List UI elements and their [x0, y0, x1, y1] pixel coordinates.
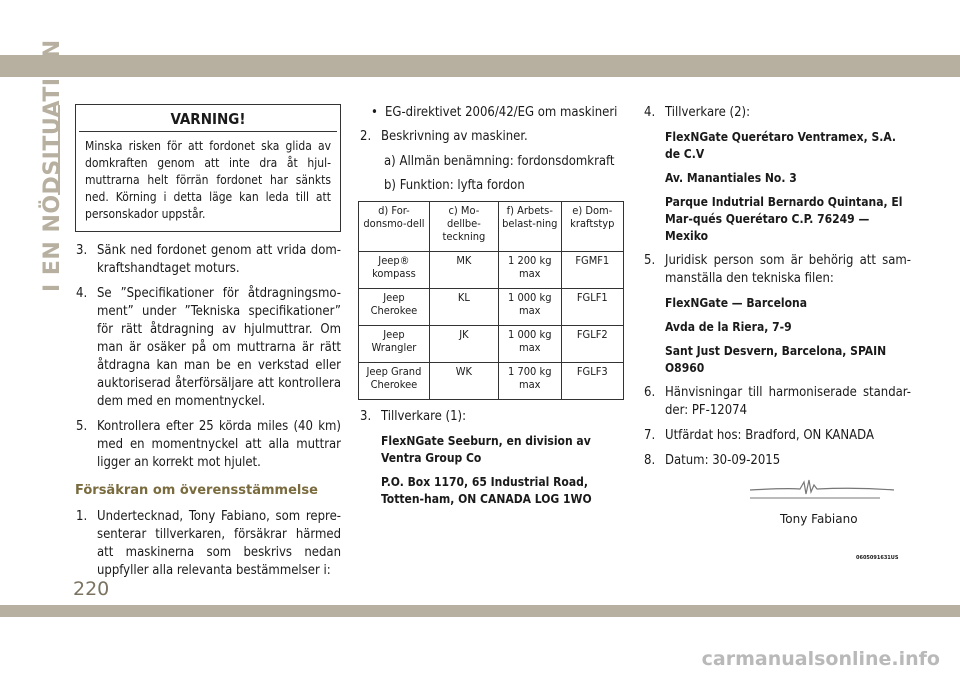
- item-number: 5.: [76, 419, 88, 434]
- table-cell: Jeep Wrangler: [359, 326, 430, 363]
- watermark: carmanualsonline.info: [701, 648, 940, 670]
- item-text: Beskrivning av maskiner.: [381, 129, 528, 144]
- bullet-mark: •: [371, 105, 378, 120]
- jack-table: [358, 201, 624, 400]
- table-cell: Jeep® kompass: [359, 252, 430, 289]
- table-cell: Jeep Grand Cherokee: [359, 363, 430, 400]
- list-item: [73, 508, 341, 580]
- table-cell: 1 000 kg max: [498, 326, 561, 363]
- table-cell: FGLF3: [561, 363, 623, 400]
- list-item: [357, 408, 625, 426]
- list-item: [73, 285, 341, 411]
- item-number: 7.: [644, 428, 656, 443]
- item-text: Juridisk person som är behörig att sam-manställa den tekniska filen:: [665, 253, 911, 286]
- item-text: Hänvisningar till harmoniserade standar-der: PF-12074: [665, 385, 911, 418]
- manufacturer-address: Av. Manantiales No. 3: [665, 171, 797, 185]
- table-cell: WK: [429, 363, 498, 400]
- list-item: [73, 242, 341, 278]
- manufacturer-address: Parque Indutrial Bernardo Quintana, El Mar-qués Querétaro C.P. 76249 — Mexiko: [665, 195, 903, 243]
- sub-item-b: b) Funktion: lyfta fordon: [384, 178, 525, 193]
- table-cell: 1 700 kg max: [498, 363, 561, 400]
- directive-item: [357, 104, 625, 122]
- column-1: [73, 104, 341, 587]
- item-text: Utfärdat hos: Bradford, ON KANADA: [665, 428, 874, 443]
- item-text: Datum: 30-09-2015: [665, 453, 781, 468]
- table-header-row: [359, 202, 624, 252]
- column-3: [641, 104, 911, 477]
- item-text: Tillverkare (1):: [381, 409, 467, 424]
- manufacturer-name: FlexNGate Querétaro Ventramex, S.A. de C.V: [665, 130, 896, 161]
- table-row: [359, 252, 624, 289]
- top-band: [0, 55, 960, 77]
- item-number: 4.: [76, 286, 88, 301]
- table-header: c) Mo-dellbe-teckning: [429, 202, 498, 252]
- table-cell: Jeep Cherokee: [359, 289, 430, 326]
- directive-text: EG-direktivet 2006/42/EG om maskineri: [385, 105, 618, 120]
- table-row: [359, 326, 624, 363]
- list-item: [641, 252, 911, 288]
- list-item: [641, 427, 911, 445]
- item-text: Undertecknad, Tony Fabiano, som repre-senterar tillverkaren, försäkrar härmed att maskinerna som beskrivs nedan uppfyller alla relevanta bestämmelser i:: [97, 509, 341, 578]
- table-row: [359, 363, 624, 400]
- item-number: 3.: [360, 409, 372, 424]
- item-number: 4.: [644, 105, 656, 120]
- table-header: f) Arbets-belast-ning: [498, 202, 561, 252]
- item-number: 6.: [644, 385, 656, 400]
- bottom-band: [0, 605, 960, 617]
- table-cell: JK: [429, 326, 498, 363]
- table-header: d) For-donsmo-dell: [359, 202, 430, 252]
- item-text: Sänk ned fordonet genom att vrida dom-kraftshandtaget moturs.: [97, 243, 341, 276]
- item-number: 2.: [360, 129, 372, 144]
- table-header: e) Dom-kraftstyp: [561, 202, 623, 252]
- manufacturer-address: P.O. Box 1170, 65 Industrial Road, Totten-ham, ON CANADA LOG 1WO: [381, 475, 592, 506]
- table-cell: MK: [429, 252, 498, 289]
- column-2: [357, 104, 625, 515]
- warning-body: Minska risken för att fordonet ska glida av domkraften genom att inte dra åt hjul-muttrarna helt förrän fordonet har sänkts ned. Körning i detta läge kan leda till att personskador uppstår.: [85, 139, 331, 221]
- signature-name: Tony Fabiano: [780, 512, 858, 526]
- item-number: 5.: [644, 253, 656, 268]
- table-row: [359, 289, 624, 326]
- item-text: Kontrollera efter 25 körda miles (40 km) med en momentnyckel att alla muttrar ligger an korrekt mot hjulet.: [97, 419, 341, 470]
- item-number: 3.: [76, 243, 88, 258]
- legal-entity-name: FlexNGate — Barcelona: [665, 296, 807, 310]
- list-item: [641, 104, 911, 122]
- sub-item-a: a) Allmän benämning: fordonsdomkraft: [384, 154, 615, 169]
- manufacturer-name: FlexNGate Seeburn, en division av Ventra Group Co: [381, 434, 591, 465]
- figure-code: 0605091631US: [856, 555, 899, 561]
- table-cell: FGLF1: [561, 289, 623, 326]
- table-cell: FGLF2: [561, 326, 623, 363]
- list-item: [73, 418, 341, 472]
- warning-box: [75, 104, 341, 232]
- section-heading: Försäkran om överensstämmelse: [75, 483, 318, 498]
- item-text: Tillverkare (2):: [665, 105, 751, 120]
- table-cell: 1 000 kg max: [498, 289, 561, 326]
- legal-entity-address: Avda de la Riera, 7-9: [665, 320, 792, 334]
- item-text: Se ”Specifikationer för åtdragningsmo-ment” under ”Tekniska specifikationer” för rätt åtdragning av hjulmuttrar. Om man är osäker på om muttrarna är rätt åtdragna kan man be en verkstad eller auktoriserad återförsäljare att kontrollera dem med en momentnyckel.: [97, 286, 341, 409]
- chapter-side-title: I EN NÖDSITUATION: [40, 39, 65, 292]
- item-number: 1.: [76, 509, 88, 524]
- table-cell: FGMF1: [561, 252, 623, 289]
- table-cell: KL: [429, 289, 498, 326]
- warning-title: VARNING!: [79, 105, 337, 132]
- page-number: 220: [73, 578, 110, 600]
- legal-entity-address: Sant Just Desvern, Barcelona, SPAIN O8960: [665, 344, 887, 375]
- list-item: [357, 128, 625, 146]
- item-number: 8.: [644, 453, 656, 468]
- table-cell: 1 200 kg max: [498, 252, 561, 289]
- list-item: [641, 384, 911, 420]
- list-item: [641, 452, 911, 470]
